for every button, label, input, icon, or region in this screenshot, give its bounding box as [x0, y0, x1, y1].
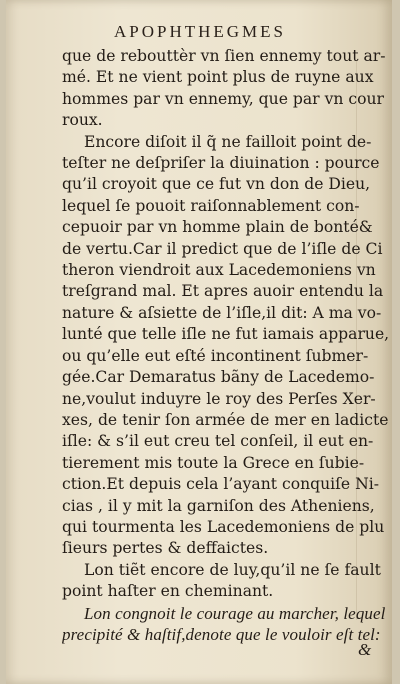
body-text [62, 46, 390, 645]
text-line: ſieurs pertes & deffaictes. [62, 539, 269, 558]
text-line: nature & aſsiette de l’iſle,il dit: A ma vo- [62, 303, 382, 322]
text-line: roux. [62, 111, 103, 130]
running-head: APOPHTHEGMES [113, 22, 287, 41]
text-line: lequel ſe pouoit raiſonnablement con- [62, 196, 360, 215]
text-line: lunté que telle iſle ne fut iamais apparue, [62, 325, 390, 344]
text-line: de vertu.Car il predict que de l’iſle de Ci [62, 239, 383, 258]
text-line: cepuoir par vn homme plain de bonté& [62, 218, 373, 237]
text-line: que de rebouttèr vn ſien ennemy tout ar- [62, 47, 386, 65]
text-line: qui tourmenta les Lacedemoniens de plu [62, 517, 385, 536]
text-line: treſgrand mal. Et apres auoir entendu la [62, 282, 384, 301]
text-line: iſle: & s’il eut creu tel conſeil, il eut en- [62, 432, 374, 451]
text-line: mé. Et ne vient point plus de ruyne aux [62, 68, 374, 87]
text-line: ou qu’elle eut eſté incontinent ſubmer- [62, 346, 369, 365]
text-line: gée.Car Demaratus bãny de Lacedemo- [62, 368, 375, 387]
text-line: ne,voulut induyre le roy des Perſes Xer- [62, 389, 376, 408]
text-line: ction.Et depuis cela l’ayant conquiſe Ni- [62, 475, 380, 494]
italic-text-line: Lon congnoit le courage au marcher, lequel [84, 603, 386, 623]
text-line: Lon tiẽt encore de luy,qu’il ne ſe fault [84, 560, 381, 579]
text-line: Encore diſoit il q̃ ne failloit point de- [84, 132, 372, 151]
text-line: point haſter en cheminant. [62, 582, 274, 601]
text-line: theron viendroit aux Lacedemoniens vn [62, 261, 376, 280]
italic-text-line: precipité & haſtif,denote que le vouloir eſt tel: [62, 624, 381, 644]
text-line: cias , il y mit la garniſon des Atheniens, [62, 496, 375, 515]
text-line: xes, de tenir ſon armée de mer en ladicte [62, 410, 389, 429]
text-line: tierement mis toute la Grece en ſubie- [62, 453, 365, 472]
text-line: hommes par vn ennemy, que par vn cour [62, 89, 385, 108]
text-line: qu’il croyoit que ce fut vn don de Dieu, [62, 175, 371, 194]
catchword: & [358, 640, 372, 659]
text-line: teſter ne deſpriſer la diuination : pource [62, 154, 380, 173]
